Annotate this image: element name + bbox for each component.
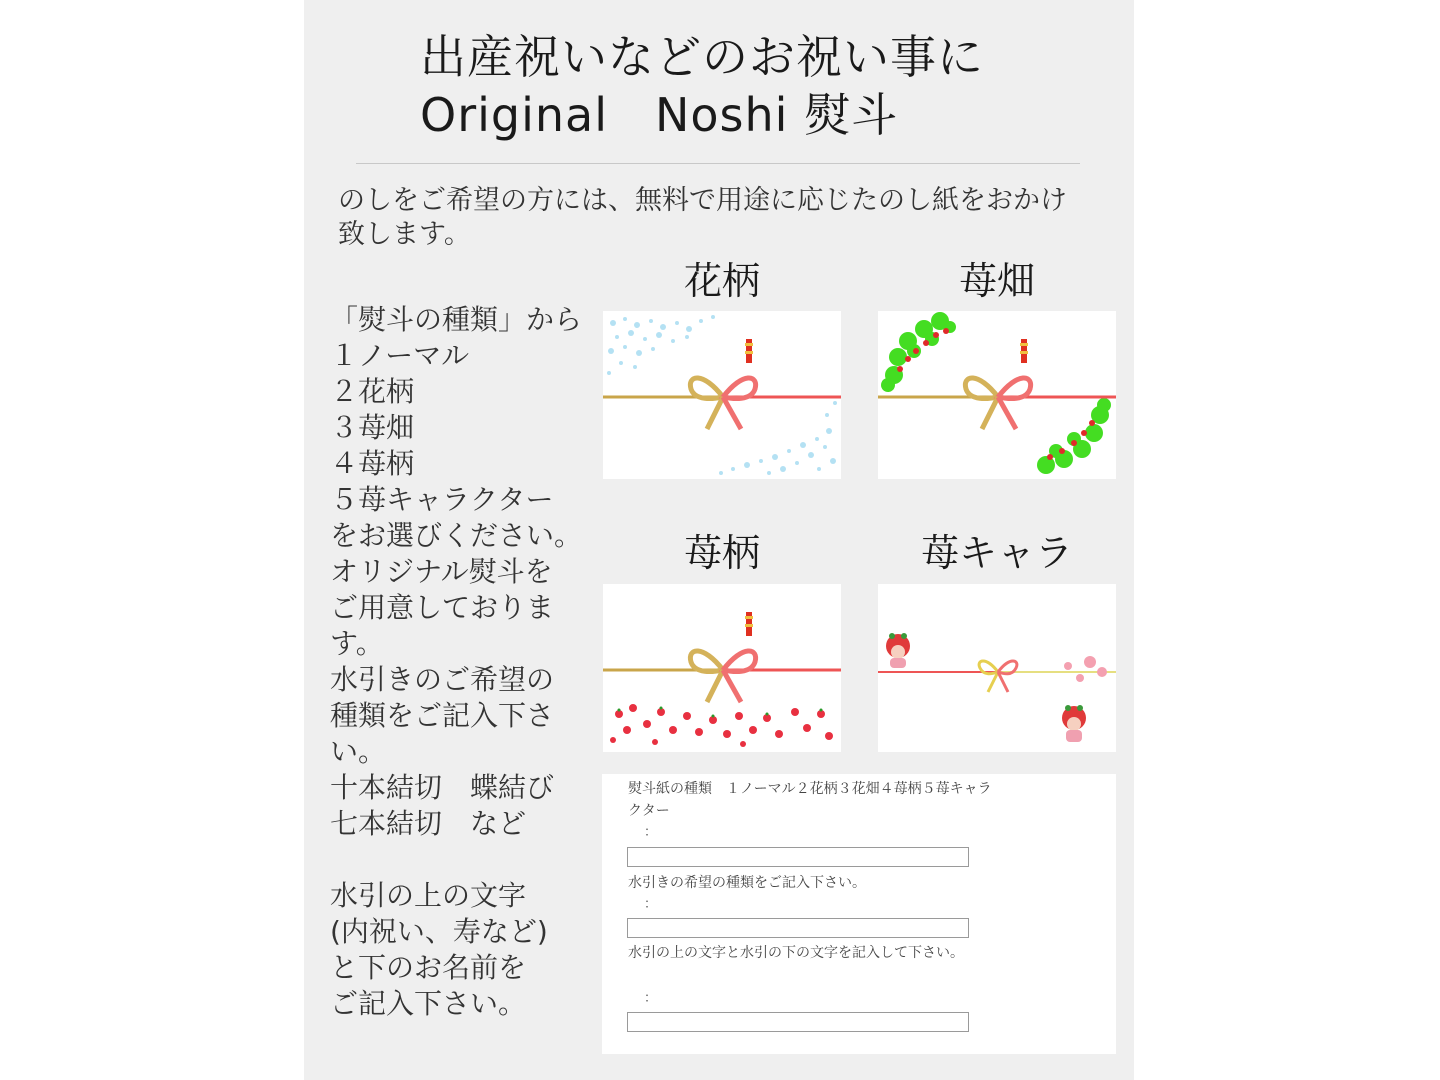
instruction-line: 七本結切 など [330,807,527,840]
title-divider [356,163,1080,164]
instruction-line: ３苺畑 [330,411,415,444]
instruction-line: ご記入下さい。 [330,987,527,1020]
instruction-line: をお選びください。 [330,519,583,552]
noshi-text-label: 水引の上の文字と水引の下の文字を記入して下さい。 [628,945,964,961]
instruction-line: ご用意しておりま [330,591,555,624]
instruction-line: 水引きのご希望の [330,663,555,696]
instruction-line: と下のお名前を [330,951,527,984]
noshi-card-strawberry-field[interactable] [878,311,1116,479]
page-title [420,28,984,144]
mizuhiki-type-input[interactable] [627,918,969,938]
instruction-line: い。 [330,735,387,768]
noshi-card-strawberry-pattern[interactable] [603,584,841,752]
mizuhiki-type-label: 水引きの希望の種類をご記入下さい。 [628,875,866,891]
noshi-text-colon: ： [644,991,658,1006]
intro-text: のしをご希望の方には、無料で用途に応じたのし紙をおかけ致します。 [338,185,1067,250]
title-line-1: 出産祝いなどのお祝い事に [420,30,984,84]
title-line-2: Original Noshi 熨斗 [420,88,899,142]
noshi-card-flower[interactable] [603,311,841,479]
instruction-line: 「熨斗の種類」から [330,303,583,336]
instruction-line: オリジナル熨斗を [330,555,553,588]
noshi-type-input[interactable] [627,847,969,867]
noshi-type-label: 熨斗紙の種類 １ノーマル２花柄３花畑４苺柄５苺キャラクター [628,781,992,819]
noshi-type-colon: ： [644,825,658,840]
instruction-line: ２花柄 [330,375,415,408]
noshi-card-strawberry-character[interactable] [878,584,1116,752]
instruction-line: す。 [330,627,384,660]
instruction-line: １ノーマル [330,339,470,372]
card-label-strawberry-character: 苺キャラ [920,531,1073,575]
noshi-strawberry-field-image [878,311,1116,479]
instruction-line: 水引の上の文字 [330,879,527,912]
card-label-strawberry-pattern: 苺柄 [683,531,760,575]
instruction-line: 十本結切 蝶結び [330,771,555,804]
noshi-strawberry-pattern-image [603,584,841,752]
mizuhiki-type-colon: ： [644,897,658,912]
noshi-strawberry-character-image [878,584,1116,752]
card-label-flower: 花柄 [683,259,760,303]
noshi-flower-image [603,311,841,479]
instructions-column [330,302,600,1022]
instruction-line: ４苺柄 [330,447,415,480]
instruction-line: 種類をご記入下さ [330,699,555,732]
card-label-strawberry-field: 苺畑 [958,259,1035,303]
noshi-order-form [602,774,1116,1054]
instruction-line: (内祝い、寿など) [330,915,548,948]
instruction-line: ５苺キャラクター [330,483,554,516]
spacer [330,842,600,878]
noshi-text-input[interactable] [627,1012,969,1032]
